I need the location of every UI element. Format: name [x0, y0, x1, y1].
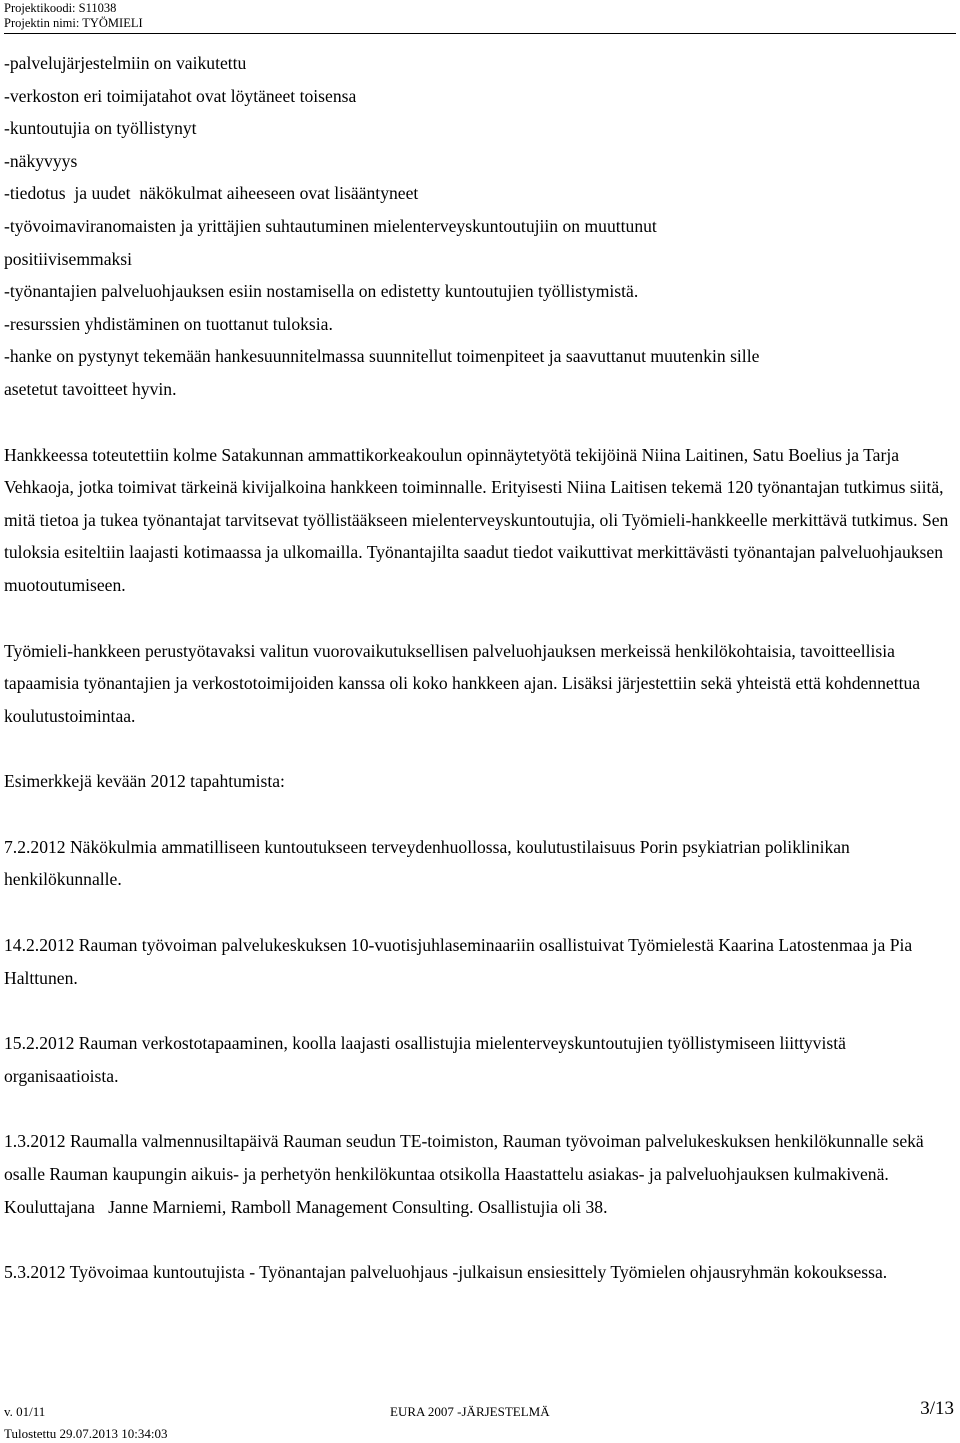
- paragraph-methods: Työmieli-hankkeen perustyötavaksi valitun vuorovaikutuksellisen palveluohjauksen merkeissä henkilökohtaisia, tavoitteellisia tapaamisia työnantajien ja verkostotoimijoiden kanssa oli koko hankkeen ajan. Lisäksi järjestettiin sekä yhteistä että kohdennettua koulutustoimintaa.: [4, 640, 921, 726]
- results-list: [4, 47, 956, 406]
- examples-heading: Esimerkkejä kevään 2012 tapahtumista:: [4, 771, 285, 792]
- page-number: 3/13: [920, 1398, 954, 1419]
- list-item: -työvoimaviranomaisten ja yrittäjien suhtautuminen mielenterveyskuntoutujiin on muuttunut: [4, 215, 657, 236]
- project-code: Projektikoodi: S11038: [4, 1, 117, 15]
- list-item: -palvelujärjestelmiin on vaikutettu: [4, 53, 247, 73]
- header-divider: [4, 33, 956, 34]
- page-content: [4, 47, 956, 1289]
- footer-printed: Tulostettu 29.07.2013 10:34:03: [4, 1426, 168, 1441]
- list-item: -näkyvyys: [4, 150, 78, 171]
- footer-version: v. 01/11: [4, 1404, 46, 1419]
- list-item: asetetut tavoitteet hyvin.: [4, 378, 177, 399]
- example-item: 7.2.2012 Näkökulmia ammatilliseen kuntoutukseen terveydenhuollossa, koulutustilaisuus Porin psykiatrian poliklinikan henkilökunnalle.: [4, 836, 850, 890]
- example-item: 14.2.2012 Rauman työvoiman palvelukeskuksen 10-vuotisjuhlaseminaariin osallistuivat Työmielestä Kaarina Latostenmaa ja Pia Halttunen.: [4, 935, 913, 988]
- example-item: 5.3.2012 Työvoimaa kuntoutujista - Työnantajan palveluohjaus -julkaisun ensiesittely Työmielen ohjausryhmän kokouksessa.: [4, 1262, 888, 1283]
- example-item: 1.3.2012 Raumalla valmennusiltapäivä Rauman seudun TE-toimiston, Rauman työvoiman palvelukeskuksen henkilökunnalle sekä osalle Rauman kaupungin aikuis- ja perhetyön henkilökuntaa otsikolla Haastattelu asiakas- ja palveluohjauksen kulmakivenä. Kouluttajana Janne Marniemi, Ramboll Management Consulting. Osallistujia oli 38.: [4, 1131, 929, 1217]
- list-item: positiivisemmaksi: [4, 248, 133, 269]
- list-item: -tiedotus ja uudet näkökulmat aiheeseen ovat lisääntyneet: [4, 183, 419, 204]
- paragraph-theses: Hankkeessa toteutettiin kolme Satakunnan ammattikorkeakoulun opinnäytetyötä tekijöinä Niina Laitinen, Satu Boelius ja Tarja Vehkaoja, jotka toimivat tärkeinä kivijalkoina hankkeen toiminnalle. Erityisesti Niina Laitisen tekemä 120 työnantajan tutkimus siitä, mitä tietoa ja tukea työnantajat tarvitsevat työllistääkseen mielenterveyskuntoutujia, oli Työmieli-hankkeelle merkittävä tutkimus. Sen tuloksia esiteltiin laajasti kotimaassa ja ulkomailla. Työnantajilta saadut tiedot vaikuttivat merkittävästi työnantajan palveluohjauksen muotoutumiseen.: [4, 444, 949, 595]
- example-item: 15.2.2012 Rauman verkostotapaaminen, koolla laajasti osallistujia mielenterveyskuntoutujien työllistymiseen liittyvistä organisaatioista.: [4, 1033, 846, 1086]
- list-item: -resurssien yhdistäminen on tuottanut tuloksia.: [4, 313, 333, 334]
- footer-system: EURA 2007 -JÄRJESTELMÄ: [390, 1404, 550, 1419]
- project-name: Projektin nimi: TYÖMIELI: [4, 16, 143, 30]
- list-item: -kuntoutujia on työllistynyt: [4, 118, 197, 139]
- list-item: -verkoston eri toimijatahot ovat löytäneet toisensa: [4, 85, 357, 106]
- list-item: -hanke on pystynyt tekemään hankesuunnitelmassa suunnitellut toimenpiteet ja saavuttanut muutenkin sille: [4, 346, 760, 367]
- list-item: -työnantajien palveluohjauksen esiin nostamisella on edistetty kuntoutujien työllistymistä.: [4, 281, 639, 302]
